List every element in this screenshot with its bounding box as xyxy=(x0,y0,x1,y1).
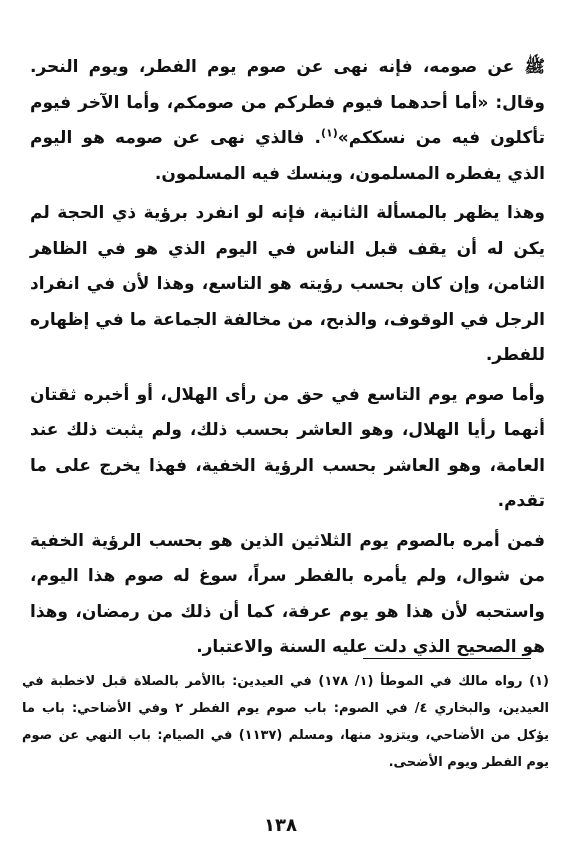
paragraph-1-continuation: . فالذي نهى عن صومه هو اليوم الذي يفطره المسلمون، وينسك فيه المسلمون. xyxy=(30,128,545,184)
footnote-reference[interactable]: (١) xyxy=(321,126,338,140)
paragraph-3: وأما صوم يوم التاسع في حق من رأى الهلال، أو أخبره ثقتان أنهما رأيا الهلال، وهو العاشر بحسب ذلك، ولم يثبت ذلك عند العامة، وهو العاشر بحسب الرؤية الخفية، فهذا يخرج على ما تقدم. xyxy=(30,384,545,511)
footnote-1: (١) رواه مالك في الموطأ (١/ ١٧٨) في العيدين: باالأمر بالصلاة قبل لاخطبة في العيدين، والبخاري ٤/ في الصوم: باب صوم يوم الفطر ٢ وفي الأضاحي: باب ما يؤكل من الأضاحي، ويتزود منها، ومسلم (١١٣٧) في الصيام: باب النهي عن صوم يوم الفطر ويوم الأضحى. xyxy=(22,674,550,770)
page-number: ١٣٨ xyxy=(264,815,297,836)
footnotes xyxy=(22,668,549,776)
paragraph-1 xyxy=(30,50,545,192)
page-body xyxy=(30,50,545,670)
main-text xyxy=(30,50,545,666)
paragraph-2: وهذا يظهر بالمسألة الثانية، فإنه لو انفرد برؤية ذي الحجة لم يكن له أن يقف قبل الناس في اليوم الذي هو في الظاهر الثامن، وإن كان بحسب رؤيته هو التاسع، وهذا لأن في انفراد الرجل في الوقوف، والذبح، من مخالفة الجماعة ما في إظهاره للفطر. xyxy=(30,203,545,365)
footnote-divider xyxy=(363,658,531,659)
paragraph-1-text: ﷺ عن صومه، فإنه نهى عن صوم يوم الفطر، ويوم النحر. وقال: «أما أحدهما فيوم فطركم من صومكم، وأما الآخر فيوم تأكلون فيه من نسككم» xyxy=(30,57,545,148)
paragraph-4: فمن أمره بالصوم يوم الثلاثين الذين هو بحسب الرؤية الخفية من شوال، ولم يأمره بالفطر سراً، سوغ له صوم هذا اليوم، واستحبه لأن هذا هو يوم عرفة، كما أن ذلك من رمضان، وهذا هو الصحيح الذي دلت عليه السنة والاعتبار. xyxy=(30,530,545,657)
